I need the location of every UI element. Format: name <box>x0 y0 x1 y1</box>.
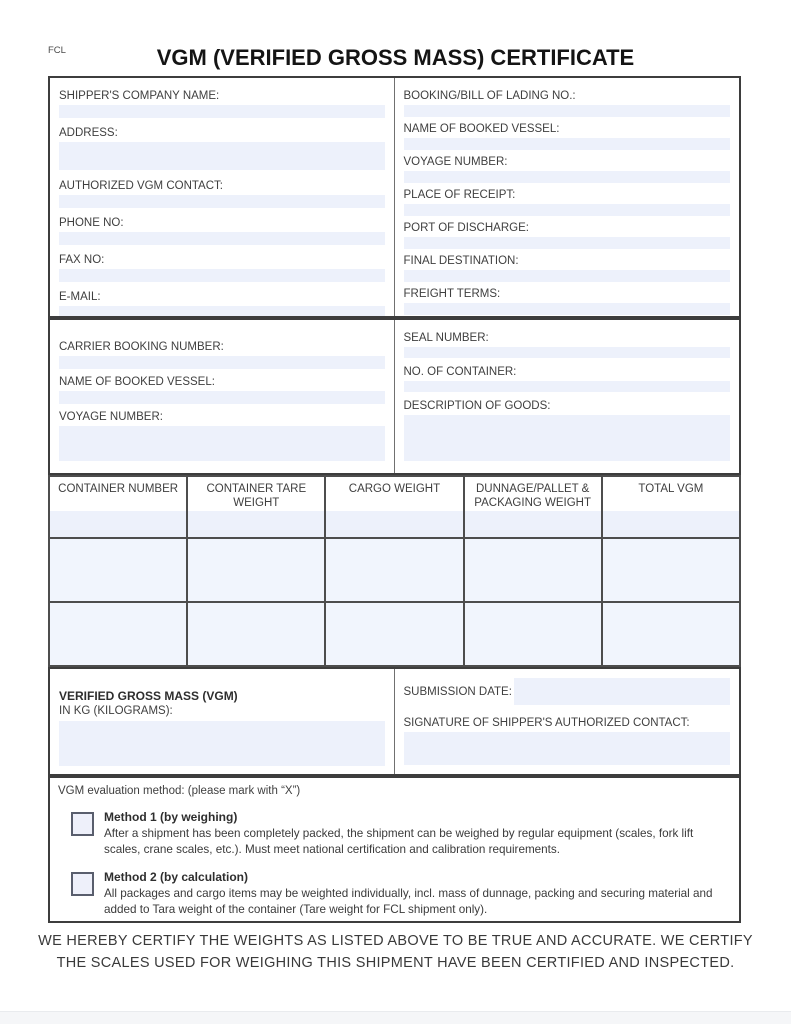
method-1-name: Method 1 (by weighing) <box>104 810 238 824</box>
submission-date-input[interactable] <box>514 678 730 705</box>
field-label: AUTHORIZED VGM CONTACT: <box>59 180 223 192</box>
table-row <box>49 602 740 666</box>
booked-vessel-2-input[interactable] <box>59 391 385 404</box>
field-label: BOOKING/BILL OF LADING NO.: <box>403 90 576 102</box>
field-label: VOYAGE NUMBER: <box>403 156 508 168</box>
shipper-section <box>48 76 741 318</box>
field-label: FREIGHT TERMS: <box>403 288 501 300</box>
container-tare-weight-input[interactable] <box>188 511 324 537</box>
vgm-kg-label: IN KG (KILOGRAMS): <box>59 705 173 717</box>
address-input[interactable] <box>59 142 385 170</box>
col-cargo-weight: CARGO WEIGHT <box>325 476 463 538</box>
field-label: PORT OF DISCHARGE: <box>403 222 529 234</box>
col-total-vgm: TOTAL VGM <box>602 476 740 538</box>
dunnage-weight-input[interactable] <box>465 511 601 537</box>
port-of-discharge-input[interactable] <box>404 237 731 249</box>
container-count-input[interactable] <box>404 381 731 392</box>
voyage-number-input[interactable] <box>404 171 731 183</box>
col-container-number: CONTAINER NUMBER <box>49 476 187 538</box>
email-input[interactable] <box>59 306 385 316</box>
field-label: NAME OF BOOKED VESSEL: <box>59 376 215 388</box>
col-dunnage-weight: DUNNAGE/PALLET & PACKAGING WEIGHT <box>464 476 602 538</box>
weights-table <box>48 475 741 667</box>
table-header-row <box>49 476 740 538</box>
container-number-input[interactable] <box>50 511 186 537</box>
carrier-booking-number-input[interactable] <box>59 356 385 369</box>
field-label: FINAL DESTINATION: <box>403 255 519 267</box>
carrier-booking-section <box>48 318 741 475</box>
field-label: NAME OF BOOKED VESSEL: <box>403 123 560 135</box>
field-label: VOYAGE NUMBER: <box>59 411 163 423</box>
certification-statement: WE HEREBY CERTIFY THE WEIGHTS AS LISTED ABOVE TO BE TRUE AND ACCURATE. WE CERTIFY THE SCALES USED FOR WEIGHING THIS SHIPMENT HAVE BEEN CERTIFIED AND INSPECTED. <box>38 933 753 971</box>
booked-vessel-input[interactable] <box>404 138 731 150</box>
container-info-column <box>395 320 740 473</box>
voyage-number-2-input[interactable] <box>59 426 385 461</box>
final-destination-input[interactable] <box>404 270 731 282</box>
field-label: SHIPPER'S COMPANY NAME: <box>59 90 220 102</box>
method-1-checkbox[interactable] <box>71 812 94 836</box>
table-cell-input[interactable] <box>602 602 740 666</box>
table-cell-input[interactable] <box>602 538 740 602</box>
method-2-checkbox[interactable] <box>71 872 94 896</box>
field-label: ADDRESS: <box>59 127 118 139</box>
field-label: SEAL NUMBER: <box>403 332 489 344</box>
evaluation-method-section <box>48 776 741 923</box>
authorized-vgm-contact-input[interactable] <box>59 195 385 208</box>
table-cell-input[interactable] <box>49 538 187 602</box>
field-label: CARRIER BOOKING NUMBER: <box>59 341 224 353</box>
seal-number-input[interactable] <box>404 347 731 358</box>
field-label: PLACE OF RECEIPT: <box>403 189 516 201</box>
vgm-kg-input[interactable] <box>59 721 385 766</box>
table-cell-input[interactable] <box>187 538 325 602</box>
vgm-total-section <box>48 667 741 776</box>
table-row <box>49 538 740 602</box>
booking-info-column <box>395 78 740 316</box>
table-cell-input[interactable] <box>464 538 602 602</box>
table-cell-input[interactable] <box>325 602 463 666</box>
submission-column <box>395 669 740 774</box>
shipper-company-name-input[interactable] <box>59 105 385 118</box>
carrier-booking-column <box>50 320 395 473</box>
page-title: VGM (VERIFIED GROSS MASS) CERTIFICATE <box>156 45 635 70</box>
fcl-label: FCL <box>48 45 66 56</box>
total-vgm-input[interactable] <box>603 511 739 537</box>
field-label: FAX NO: <box>59 254 105 266</box>
shipper-column <box>50 78 395 316</box>
footer-bar <box>0 1011 791 1024</box>
submission-date-label: SUBMISSION DATE: <box>403 686 512 698</box>
method-1-row <box>58 810 730 857</box>
field-label: PHONE NO: <box>59 217 124 229</box>
table-cell-input[interactable] <box>325 538 463 602</box>
vgm-total-column <box>50 669 395 774</box>
method-2-name: Method 2 (by calculation) <box>104 870 249 884</box>
page-header <box>0 0 791 76</box>
form-body <box>48 76 741 923</box>
cargo-weight-input[interactable] <box>326 511 462 537</box>
signature-label: SIGNATURE OF SHIPPER'S AUTHORIZED CONTACT: <box>403 717 690 729</box>
goods-description-input[interactable] <box>404 415 731 461</box>
table-cell-input[interactable] <box>187 602 325 666</box>
method-2-row <box>58 870 730 917</box>
phone-input[interactable] <box>59 232 385 245</box>
field-label: E-MAIL: <box>59 291 101 303</box>
table-cell-input[interactable] <box>464 602 602 666</box>
evaluation-method-title: VGM evaluation method: (please mark with “X”) <box>58 785 301 797</box>
fax-input[interactable] <box>59 269 385 282</box>
field-label: NO. OF CONTAINER: <box>403 366 517 378</box>
field-label: DESCRIPTION OF GOODS: <box>403 400 551 412</box>
method-2-description: All packages and cargo items may be weighted individually, incl. mass of dunnage, packing and securing material and added to Tara weight of the container (Tare weight for FCL shipment only). <box>104 887 713 916</box>
signature-input[interactable] <box>404 732 731 765</box>
table-cell-input[interactable] <box>49 602 187 666</box>
method-1-description: After a shipment has been completely packed, the shipment can be weighed by regular equipment (scales, fork lift scales, crane scales, etc.). Must meet national certification and calibration requirements. <box>104 827 694 856</box>
booking-bl-no-input[interactable] <box>404 105 731 117</box>
freight-terms-input[interactable] <box>404 303 731 315</box>
place-of-receipt-input[interactable] <box>404 204 731 216</box>
col-container-tare-weight: CONTAINER TARE WEIGHT <box>187 476 325 538</box>
vgm-total-label: VERIFIED GROSS MASS (VGM) <box>59 689 238 703</box>
